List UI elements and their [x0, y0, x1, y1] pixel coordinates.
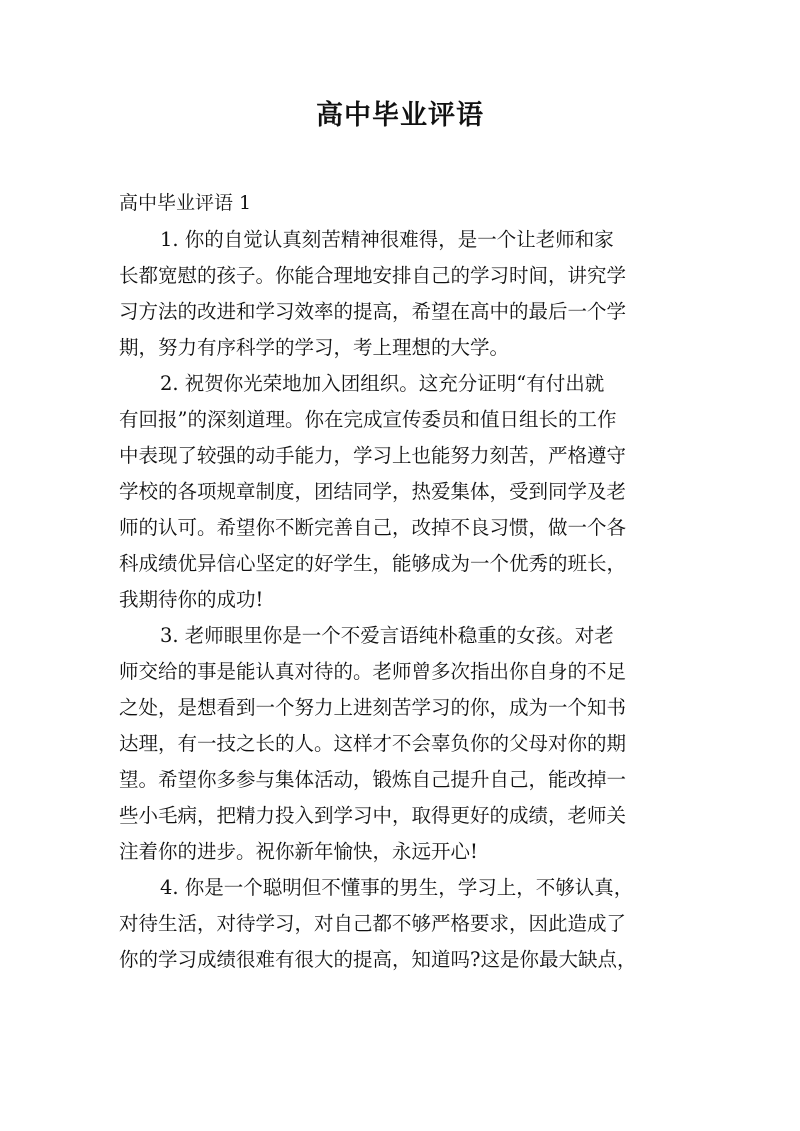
- paragraph-line: 之处，是想看到一个努力上进刻苦学习的你，成为一个知书: [119, 696, 627, 719]
- paragraph-line: 科成绩优异信心坚定的好学生，能够成为一个优秀的班长，: [119, 552, 627, 575]
- paragraph-line: 我期待你的成功!: [119, 588, 264, 611]
- paragraph-line: 期，努力有序科学的学习，考上理想的大学。: [119, 336, 510, 359]
- paragraph-line: 达理，有一技之长的人。这样才不会辜负你的父母对你的期: [119, 732, 627, 755]
- paragraph-line: 中表现了较强的动手能力，学习上也能努力刻苦，严格遵守: [119, 444, 627, 467]
- paragraph-line: 1. 你的自觉认真刻苦精神很难得，是一个让老师和家: [160, 228, 614, 251]
- paragraph-line: 学校的各项规章制度，团结同学，热爱集体，受到同学及老: [119, 480, 627, 503]
- paragraph-line: 习方法的改进和学习效率的提高，希望在高中的最后一个学: [119, 300, 627, 323]
- paragraph-line: 4. 你是一个聪明但不懂事的男生，学习上，不够认真，: [160, 876, 634, 899]
- paragraph-line: 你的学习成绩很难有很大的提高，知道吗?这是你最大缺点，: [119, 948, 637, 971]
- paragraph-line: 师的认可。希望你不断完善自己，改掉不良习惯，做一个各: [119, 516, 627, 539]
- paragraph-line: 对待生活，对待学习，对自己都不够严格要求，因此造成了: [119, 912, 627, 935]
- document-title: 高中毕业评语: [316, 100, 484, 131]
- paragraph-line: 2. 祝贺你光荣地加入团组织。这充分证明“有付出就: [160, 372, 605, 395]
- paragraph-line: 注着你的进步。祝你新年愉快，永远开心!: [119, 840, 478, 863]
- paragraph-line: 有回报”的深刻道理。你在完成宣传委员和值日组长的工作: [119, 408, 617, 431]
- paragraph-line: 些小毛病，把精力投入到学习中，取得更好的成绩，老师关: [119, 804, 627, 827]
- section-heading: 高中毕业评语 1: [119, 192, 252, 214]
- paragraph-line: 长都宽慰的孩子。你能合理地安排自己的学习时间，讲究学: [119, 264, 627, 287]
- paragraph-line: 望。希望你多参与集体活动，锻炼自己提升自己，能改掉一: [119, 768, 627, 791]
- paragraph-line: 师交给的事是能认真对待的。老师曾多次指出你自身的不足: [119, 660, 627, 683]
- paragraph-line: 3. 老师眼里你是一个不爱言语纯朴稳重的女孩。对老: [160, 624, 614, 647]
